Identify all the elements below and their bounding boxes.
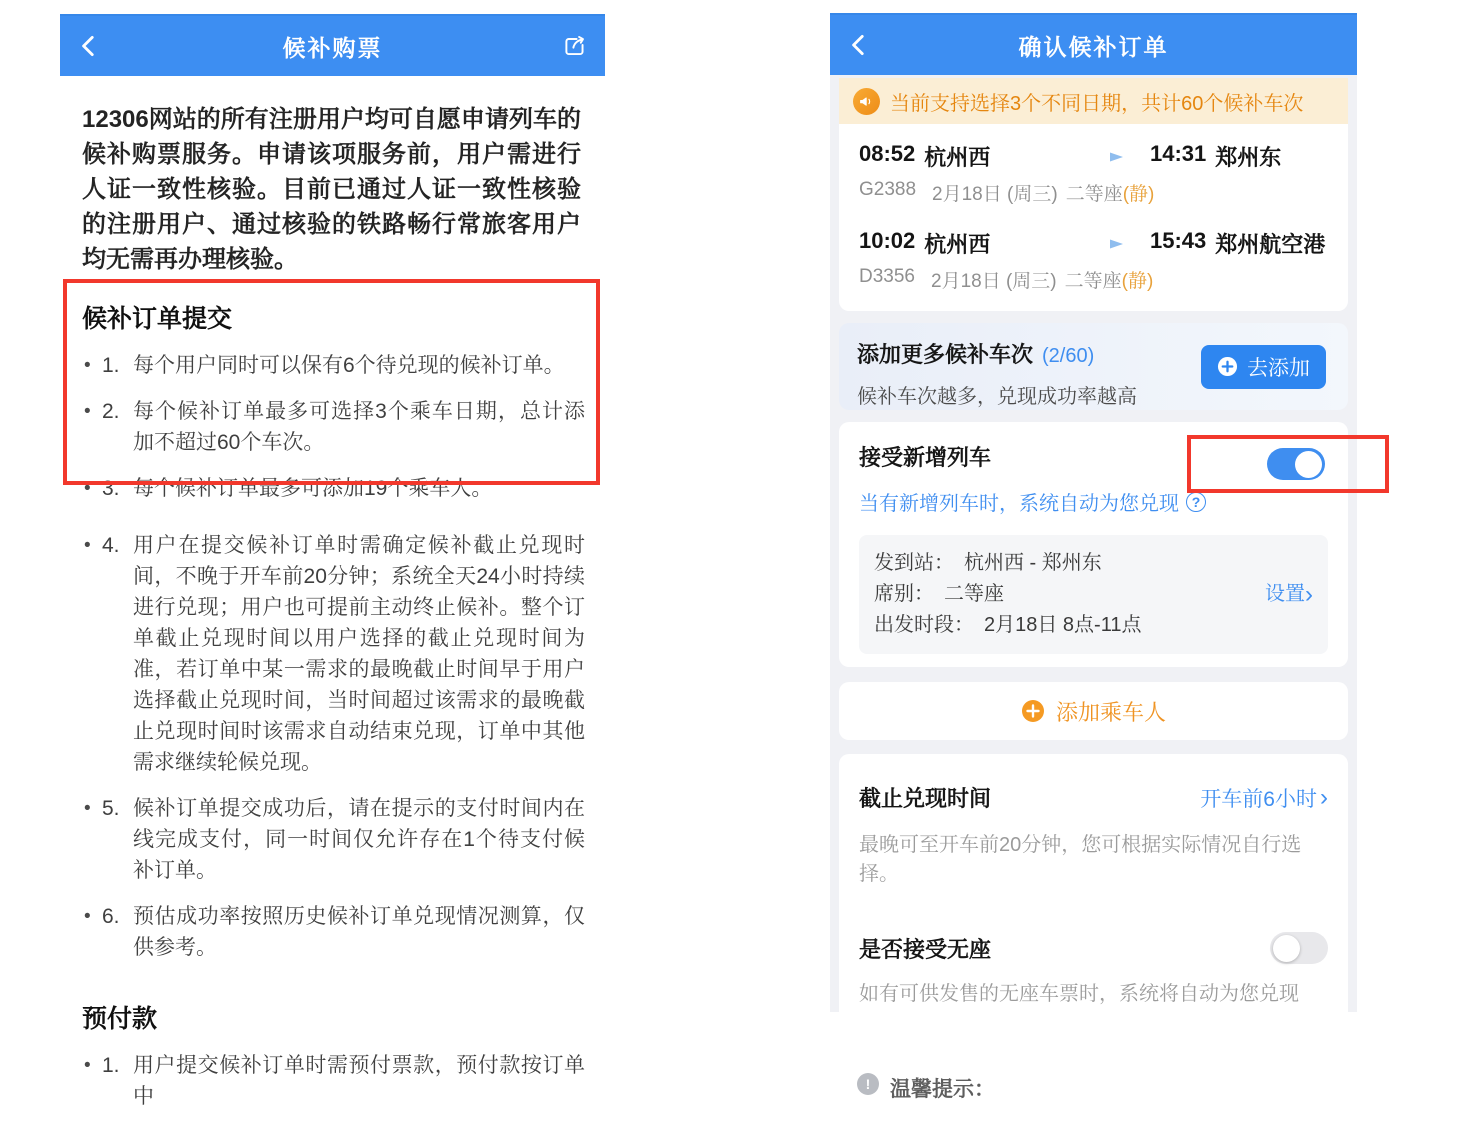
- rule-item: • 4. 用户在提交候补订单时需确定候补截止兑现时间，不晚于开车前20分钟；系统全天24小时持续进行兑现；用户也可提前主动终止候补。整个订单截止兑现时间以用户选择的截止兑现时间为准，若订单中某一需求的最晚截止时间早于用户选择截止兑现时间，当时间超过该需求的最晚截止兑现时间时该需求自动结束兑现，订单中其他需求继续轮候兑现。: [84, 530, 585, 778]
- plus-circle-orange-icon: [1021, 699, 1045, 723]
- arr-station: 郑州东: [1215, 145, 1282, 170]
- megaphone-icon: [853, 88, 880, 115]
- train-row: [839, 124, 1348, 211]
- intro-paragraph: 12306网站的所有注册用户均可自愿申请列车的候补购票服务。申请该项服务前，用户需进行人证一致性核验。目前已通过人证一致性核验的注册用户、通过核验的铁路畅行常旅客用户均无需再办理核验。: [82, 106, 581, 273]
- toggle-knob: [1295, 451, 1322, 478]
- tips-card: [839, 1052, 1348, 1122]
- time-value: 2月18日 8点-11点: [984, 614, 1142, 636]
- info-circle-icon: !: [857, 1073, 879, 1095]
- plus-circle-icon: [1217, 356, 1238, 377]
- page-title: 候补购票: [282, 34, 383, 61]
- section-heading-prepay: 预付款: [82, 1005, 158, 1033]
- arr-time: 15:43: [1150, 228, 1207, 253]
- back-icon[interactable]: [76, 33, 102, 59]
- station-value: 杭州西 - 郑州东: [964, 552, 1102, 574]
- bullet-icon: •: [84, 1055, 91, 1076]
- train-count-badge: (2/60): [1042, 345, 1095, 367]
- bullet-icon: •: [84, 401, 91, 422]
- share-icon[interactable]: [561, 32, 589, 60]
- rule-item: • 5. 候补订单提交成功后，请在提示的支付时间内在线完成支付，同一时间仅允许存在1个待支付候补订单。: [84, 793, 585, 886]
- go-add-button[interactable]: 去添加: [1201, 345, 1326, 389]
- rule-item: • 2. 每个候补订单最多可选择3个乘车日期，总计添加不超过60个车次。: [84, 396, 585, 458]
- train-row: [839, 211, 1348, 311]
- page-title: 确认候补订单: [1018, 33, 1169, 60]
- deadline-title: 截止兑现时间: [859, 786, 992, 811]
- dep-station: 杭州西: [924, 145, 991, 170]
- settings-link[interactable]: 设置 ›: [1265, 580, 1313, 608]
- add-more-subtitle: 候补车次越多，兑现成功率越高: [857, 386, 1137, 408]
- accept-standing-toggle[interactable]: [1270, 932, 1328, 964]
- bullet-icon: •: [84, 355, 91, 376]
- deadline-value-link[interactable]: 开车前6小时 ›: [1200, 783, 1328, 811]
- standing-title: 是否接受无座: [859, 936, 992, 962]
- seat-value: 二等座: [944, 583, 1004, 605]
- accept-new-trains-toggle[interactable]: [1267, 448, 1325, 480]
- train-number: G2388: [859, 179, 917, 200]
- standing-desc: 如有可供发售的无座车票时，系统将自动为您兑现: [859, 983, 1299, 1005]
- question-circle-icon[interactable]: ?: [1186, 492, 1206, 512]
- quiet-car-tag: (静): [1121, 271, 1154, 292]
- bullet-icon: •: [84, 798, 91, 819]
- chevron-right-icon: ›: [1320, 783, 1328, 811]
- bullet-icon: •: [84, 478, 91, 499]
- rule-item: • 6. 预估成功率按照历史候补订单兑现情况测算，仅供参考。: [84, 901, 585, 963]
- seat-label: 席别：: [874, 583, 934, 605]
- station-label: 发到站：: [874, 552, 954, 574]
- route-arrow-icon: [1055, 231, 1150, 257]
- train-date: 2月18日 (周三): [932, 184, 1058, 205]
- back-icon[interactable]: [846, 32, 872, 58]
- tips-label: 温馨提示：: [890, 1078, 995, 1101]
- toggle-knob: [1273, 935, 1300, 962]
- notice-bar: [839, 78, 1348, 124]
- waitlist-info-screen: [60, 14, 605, 1108]
- section-heading-submit: 候补订单提交: [82, 305, 233, 333]
- new-trains-title: 接受新增列车: [859, 445, 992, 470]
- train-date: 2月18日 (周三): [931, 271, 1057, 292]
- seat-class: 二等座: [1065, 184, 1123, 205]
- right-navbar: [830, 13, 1357, 75]
- options-card: [839, 754, 1348, 1030]
- new-trains-card: [839, 422, 1348, 667]
- rule-item: • 1. 每个用户同时可以保有6个待兑现的候补订单。: [84, 350, 585, 381]
- add-more-title: 添加更多候补车次: [857, 342, 1034, 367]
- deadline-desc: 最晚可至开车前20分钟，您可根据实际情况自行选择。: [859, 834, 1302, 885]
- train-list-card: [839, 78, 1348, 311]
- quiet-car-tag: (静): [1122, 184, 1155, 205]
- bullet-icon: •: [84, 535, 91, 556]
- new-trains-desc: 当有新增列车时，系统自动为您兑现: [859, 493, 1179, 515]
- add-passenger-label: 添加乘车人: [1055, 699, 1166, 725]
- time-label: 出发时段：: [874, 614, 974, 636]
- train-number: D3356: [859, 266, 915, 287]
- notice-text: 当前支持选择3个不同日期，共计60个候补车次: [890, 92, 1304, 115]
- rule-item: • 3. 每个候补订单最多可添加19个乘车人。: [84, 473, 585, 504]
- arr-time: 14:31: [1150, 141, 1207, 166]
- left-navbar: [60, 14, 605, 76]
- confirm-order-screen: [830, 13, 1357, 1101]
- arr-station: 郑州航空港: [1215, 232, 1326, 257]
- seat-class: 二等座: [1064, 271, 1122, 292]
- dep-time: 08:52: [859, 141, 916, 166]
- chevron-right-icon: ›: [1305, 580, 1313, 608]
- dep-station: 杭州西: [924, 232, 991, 257]
- route-arrow-icon: [1055, 144, 1150, 170]
- add-more-trains-card: [839, 323, 1348, 410]
- rule-item-clipped: • 1. 用户提交候补订单时需预付票款，预付款按订单中: [84, 1050, 585, 1112]
- add-passenger-button[interactable]: [839, 682, 1348, 740]
- waitlist-spec-box: [859, 535, 1328, 654]
- dep-time: 10:02: [859, 228, 916, 253]
- bullet-icon: •: [84, 906, 91, 927]
